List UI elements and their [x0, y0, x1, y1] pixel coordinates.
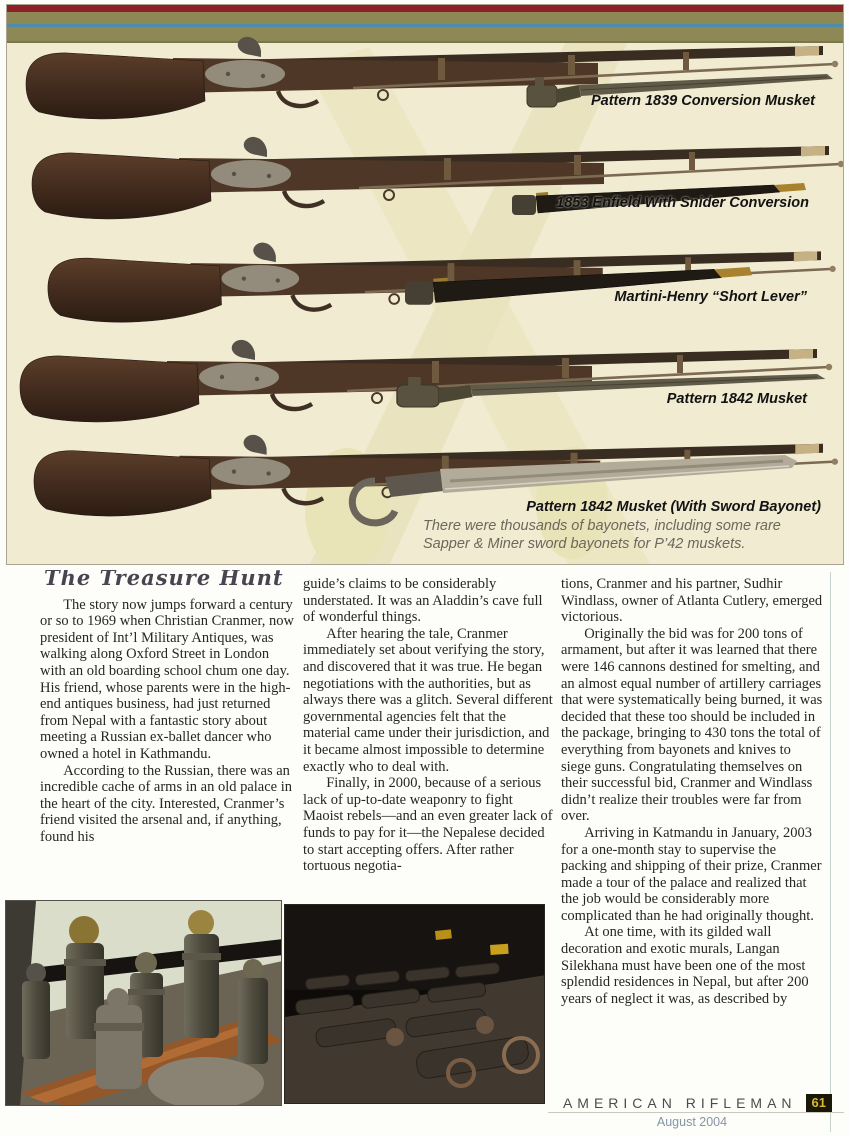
article-column-1 — [40, 570, 296, 902]
gun-label: 1853 Enfield With Snider Conversion — [556, 195, 809, 211]
gun-label: Pattern 1842 Musket (With Sword Bayonet) — [526, 499, 821, 515]
paragraph: After hearing the tale, Cranmer immediately set about verifying the story, and discovered that it was true. He began negotiations with the authorities, but as always there was a glitch. Several different governmental agencies felt that the material came under their jurisdiction, and it became almost impossible to determine exactly who to deal with. — [303, 625, 553, 775]
paragraph: guide’s claims to be considerably understated. It was an Aladdin’s cave full of wonderful things. — [303, 576, 543, 626]
article-column-3 — [561, 576, 824, 1094]
rifles-photo-illustration — [7, 5, 844, 565]
paragraph: The story now jumps forward a century or so to 1969 when Christian Cranmer, now president of Int’l Military Antiques, was walking along Oxford Street in London with an old boarding school chum one day. His friend, whose parents were in the high-end antiques business, had just returned from Nepal with a fantastic story about meeting a Russian ex-ballet dancer who owned a hotel in Kathmandu. — [40, 596, 294, 762]
paragraph: Originally the bid was for 200 tons of armament, but after it was learned that there were 146 cannons destined for smelting, and an almost equal number of artillery carriages that were systematically being burned, it was decided that these too should be included in the package, bringing to 430 tons the total of everything from bayonets and knives to siege guns. Congratulating themselves on their successful bid, Cranmer and Windlass didn’t realize their troubles were far from over. — [561, 625, 823, 825]
paragraph: Arriving in Katmandu in January, 2003 for a one-month stay to supervise the packing and shipping of their prize, Cranmer made a tour of the palace and realized that the job would be considerably more complicated than he had originally thought. — [561, 824, 822, 924]
page-edge-line — [830, 572, 831, 1132]
section-heading: The Treasure Hunt — [44, 570, 284, 590]
paragraph: At one time, with its gilded wall decoration and exotic murals, Langan Silekhana must have been one of the most splendid residences in Nepal, but after 200 years of neglect it was, as described by — [561, 924, 809, 1007]
magazine-name: AMERICAN RIFLEMAN — [562, 1095, 797, 1111]
gun-label: Martini-Henry “Short Lever” — [614, 289, 807, 305]
footer-rule — [548, 1112, 844, 1113]
paragraph: According to the Russian, there was an incredible cache of arms in an old palace in the heart of the city. Interested, Cranmer’s friend visited the arsenal and, if anything, found his — [40, 762, 293, 845]
gun-label: Pattern 1839 Conversion Musket — [590, 93, 815, 109]
gun-label: Pattern 1842 Musket — [666, 391, 807, 407]
photo-caption — [423, 517, 783, 553]
rifles-photo — [6, 4, 844, 565]
photo-caption-line: There were thousands of bayonets, including some rare — [423, 518, 781, 534]
photo-caption-line: Sapper & Miner sword bayonets for P’42 muskets. — [423, 536, 746, 552]
issue-date: August 2004 — [656, 1115, 728, 1129]
article-column-2 — [303, 576, 556, 906]
cannons-photo — [284, 904, 545, 1104]
page-number-badge: 61 — [806, 1094, 832, 1112]
paragraph: Finally, in 2000, because of a serious lack of up-to-date weaponry to fight Maoist rebels—and an even greater lack of funds to pay for it—the Nepalese decided to start accepting offers. After rather tortuous negotia- — [303, 775, 553, 875]
mortars-photo — [5, 900, 282, 1106]
footer — [548, 1094, 832, 1112]
paragraph: tions, Cranmer and his partner, Sudhir Windlass, owner of Atlanta Cutlery, emerged victorious. — [561, 576, 823, 626]
